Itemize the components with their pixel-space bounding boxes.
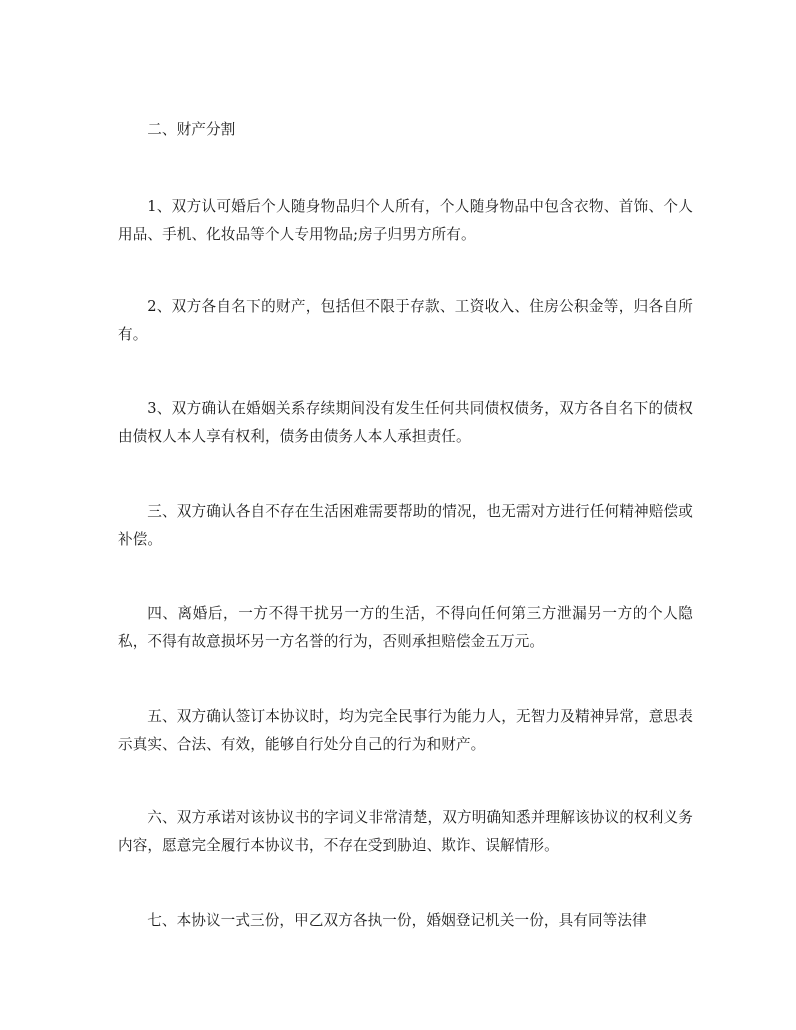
section-heading: 二、财产分割 (147, 121, 236, 138)
paragraph-section-4: 四、离婚后，一方不得干扰另一方的生活，不得向任何第三方泄漏另一方的个人隐私，不得有故意损坏另一方名誉的行为，否则承担赔偿金五万元。 (118, 605, 693, 650)
paragraph-clause-2: 2、双方各自名下的财产，包括但不限于存款、工资收入、住房公积金等，归各自所有。 (118, 298, 693, 343)
paragraph-section-5: 五、双方确认签订本协议时，均为完全民事行为能力人，无智力及精神异常，意思表示真实、合法、有效，能够自行处分自己的行为和财产。 (118, 708, 693, 753)
paragraph-clause-1: 1、双方认可婚后个人随身物品归个人所有，个人随身物品中包含衣物、首饰、个人用品、手机、化妆品等个人专用物品;房子归男方所有。 (118, 198, 693, 243)
paragraph-section-6: 六、双方承诺对该协议书的字词义非常清楚，双方明确知悉并理解该协议的权利义务内容，愿意完全履行本协议书，不存在受到胁迫、欺诈、误解情形。 (118, 809, 693, 854)
paragraph-clause-3: 3、双方确认在婚姻关系存续期间没有发生任何共同债权债务，双方各自名下的债权由债权人本人享有权利，债务由债务人本人承担责任。 (118, 400, 693, 445)
paragraph-section-7: 七、本协议一式三份，甲乙双方各执一份，婚姻登记机关一份，具有同等法律 (147, 912, 647, 929)
paragraph-section-3: 三、双方确认各自不存在生活困难需要帮助的情况，也无需对方进行任何精神赔偿或补偿。 (118, 503, 693, 548)
